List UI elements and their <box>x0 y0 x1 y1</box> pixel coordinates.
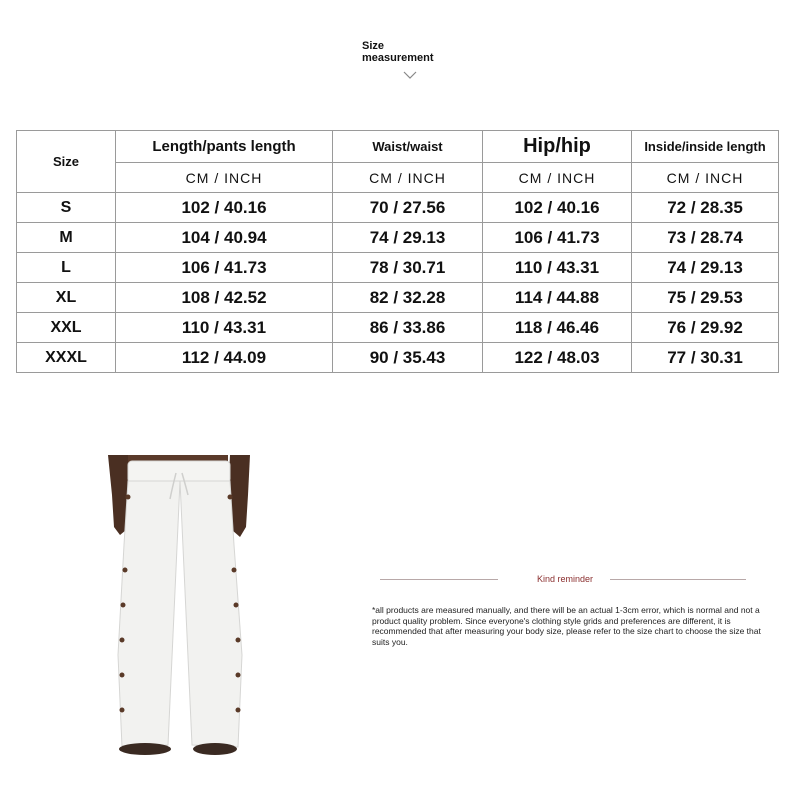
value-cell: 78 / 30.71 <box>333 253 483 283</box>
size-cell: M <box>17 223 116 253</box>
value-cell: 106 / 41.73 <box>483 223 632 253</box>
size-cell: L <box>17 253 116 283</box>
product-photo-pants <box>100 455 260 765</box>
column-header-length: Length/pants length <box>116 131 333 163</box>
table-row <box>17 343 779 373</box>
divider-left <box>380 579 498 580</box>
column-header-waist: Waist/waist <box>333 131 483 163</box>
value-cell: 112 / 44.09 <box>116 343 333 373</box>
title-line-1: Size <box>362 40 385 52</box>
value-cell: 110 / 43.31 <box>116 313 333 343</box>
chevron-down-icon <box>402 70 418 80</box>
unit-header: CM / INCH <box>483 163 632 193</box>
size-header: Size <box>17 131 116 193</box>
unit-header: CM / INCH <box>632 163 779 193</box>
table-row <box>17 193 779 223</box>
size-cell: XL <box>17 283 116 313</box>
value-cell: 106 / 41.73 <box>116 253 333 283</box>
value-cell: 102 / 40.16 <box>116 193 333 223</box>
value-cell: 70 / 27.56 <box>333 193 483 223</box>
table-row <box>17 283 779 313</box>
value-cell: 86 / 33.86 <box>333 313 483 343</box>
value-cell: 76 / 29.92 <box>632 313 779 343</box>
table-row <box>17 223 779 253</box>
size-cell: S <box>17 193 116 223</box>
value-cell: 110 / 43.31 <box>483 253 632 283</box>
column-header-inside: Inside/inside length <box>632 131 779 163</box>
unit-header: CM / INCH <box>116 163 333 193</box>
column-header-hip: Hip/hip <box>483 131 632 163</box>
value-cell: 74 / 29.13 <box>333 223 483 253</box>
value-cell: 73 / 28.74 <box>632 223 779 253</box>
value-cell: 82 / 32.28 <box>333 283 483 313</box>
value-cell: 114 / 44.88 <box>483 283 632 313</box>
size-chart-table <box>16 130 779 373</box>
reminder-title: Kind reminder <box>536 574 594 584</box>
value-cell: 122 / 48.03 <box>483 343 632 373</box>
value-cell: 75 / 29.53 <box>632 283 779 313</box>
value-cell: 118 / 46.46 <box>483 313 632 343</box>
size-cell: XXL <box>17 313 116 343</box>
table-row <box>17 253 779 283</box>
title-line-2: measurement <box>362 52 434 64</box>
value-cell: 90 / 35.43 <box>333 343 483 373</box>
value-cell: 104 / 40.94 <box>116 223 333 253</box>
divider-right <box>610 579 746 580</box>
table-row <box>17 313 779 343</box>
reminder-text: *all products are measured manually, and there will be an actual 1-3cm error, which is normal and not a product quality problem. Since everyone's clothing style grids and preferences are different, it is recommended that after measuring your body size, please refer to the size chart to choose the size that suits you. <box>372 605 761 647</box>
size-measurement-title <box>362 40 452 64</box>
size-cell: XXXL <box>17 343 116 373</box>
value-cell: 74 / 29.13 <box>632 253 779 283</box>
unit-header: CM / INCH <box>333 163 483 193</box>
value-cell: 108 / 42.52 <box>116 283 333 313</box>
value-cell: 77 / 30.31 <box>632 343 779 373</box>
value-cell: 102 / 40.16 <box>483 193 632 223</box>
value-cell: 72 / 28.35 <box>632 193 779 223</box>
